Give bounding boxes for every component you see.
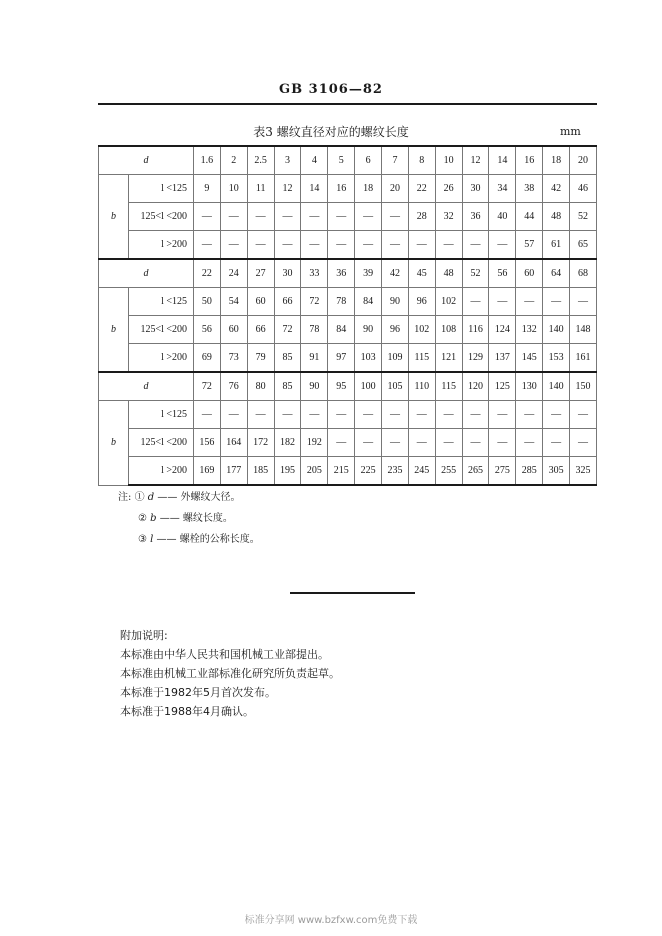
b-value-cell: 78 bbox=[301, 316, 328, 344]
note-2 bbox=[118, 510, 260, 531]
b-value-cell: 61 bbox=[543, 231, 570, 260]
d-value-cell: 2 bbox=[220, 146, 247, 175]
d-value-cell: 24 bbox=[220, 259, 247, 288]
d-row bbox=[99, 372, 597, 401]
b-row bbox=[99, 175, 597, 203]
length-range-label: 125<l <200 bbox=[129, 203, 194, 231]
b-value-cell: 72 bbox=[274, 316, 301, 344]
standard-code: GB 3106—82 bbox=[279, 82, 383, 97]
b-value-cell: 14 bbox=[301, 175, 328, 203]
b-value-cell: 169 bbox=[194, 457, 221, 486]
b-value-cell: — bbox=[220, 231, 247, 260]
b-value-cell: 85 bbox=[274, 344, 301, 373]
b-value-cell: — bbox=[328, 401, 355, 429]
b-value-cell: 103 bbox=[355, 344, 382, 373]
note-text: —— 螺纹长度。 bbox=[159, 513, 233, 524]
b-value-cell: — bbox=[328, 429, 355, 457]
b-row bbox=[99, 203, 597, 231]
notes bbox=[118, 489, 260, 552]
b-value-cell: 38 bbox=[516, 175, 543, 203]
b-value-cell: — bbox=[408, 401, 435, 429]
b-value-cell: 102 bbox=[435, 288, 462, 316]
b-value-cell: 156 bbox=[194, 429, 221, 457]
b-value-cell: — bbox=[408, 231, 435, 260]
d-value-cell: 130 bbox=[516, 372, 543, 401]
b-value-cell: — bbox=[382, 203, 409, 231]
b-value-cell: 192 bbox=[301, 429, 328, 457]
length-range-label: l <125 bbox=[129, 288, 194, 316]
b-row bbox=[99, 316, 597, 344]
d-value-cell: 115 bbox=[435, 372, 462, 401]
b-value-cell: — bbox=[194, 203, 221, 231]
notes-prefix: 注: bbox=[118, 492, 132, 503]
b-value-cell: — bbox=[489, 429, 516, 457]
b-value-cell: 177 bbox=[220, 457, 247, 486]
b-value-cell: 96 bbox=[382, 316, 409, 344]
footer-watermark: 标准分享网 www.bzfxw.com免费下载 bbox=[244, 915, 418, 926]
addendum-line: 本标准由中华人民共和国机械工业部提出。 bbox=[120, 648, 329, 661]
b-value-cell: 102 bbox=[408, 316, 435, 344]
b-value-cell: — bbox=[274, 203, 301, 231]
b-value-cell: — bbox=[435, 429, 462, 457]
d-value-cell: 90 bbox=[301, 372, 328, 401]
b-value-cell: — bbox=[489, 231, 516, 260]
d-value-cell: 39 bbox=[355, 259, 382, 288]
b-value-cell: 12 bbox=[274, 175, 301, 203]
b-value-cell: — bbox=[355, 203, 382, 231]
b-value-cell: — bbox=[301, 401, 328, 429]
b-value-cell: — bbox=[462, 231, 489, 260]
b-value-cell: — bbox=[301, 203, 328, 231]
b-value-cell: — bbox=[247, 231, 274, 260]
d-value-cell: 4 bbox=[301, 146, 328, 175]
length-range-label: 125<l <200 bbox=[129, 316, 194, 344]
b-row bbox=[99, 429, 597, 457]
b-value-cell: 16 bbox=[328, 175, 355, 203]
note-marker: ② bbox=[138, 513, 147, 524]
b-value-cell: 69 bbox=[194, 344, 221, 373]
b-value-cell: — bbox=[543, 288, 570, 316]
b-value-cell: 161 bbox=[570, 344, 597, 373]
note-text: —— 外螺纹大径。 bbox=[157, 492, 241, 503]
d-value-cell: 18 bbox=[543, 146, 570, 175]
b-value-cell: 54 bbox=[220, 288, 247, 316]
d-value-cell: 48 bbox=[435, 259, 462, 288]
note-marker: ③ bbox=[138, 534, 147, 545]
d-value-cell: 10 bbox=[435, 146, 462, 175]
d-value-cell: 150 bbox=[570, 372, 597, 401]
b-value-cell: 56 bbox=[194, 316, 221, 344]
b-value-cell: — bbox=[408, 429, 435, 457]
b-value-cell: 20 bbox=[382, 175, 409, 203]
b-value-cell: — bbox=[435, 401, 462, 429]
b-value-cell: 60 bbox=[247, 288, 274, 316]
b-value-cell: — bbox=[489, 401, 516, 429]
b-value-cell: 66 bbox=[274, 288, 301, 316]
b-value-cell: 57 bbox=[516, 231, 543, 260]
thread-length-table-body bbox=[99, 146, 597, 485]
b-value-cell: — bbox=[462, 288, 489, 316]
b-value-cell: — bbox=[570, 401, 597, 429]
b-value-cell: 65 bbox=[570, 231, 597, 260]
d-value-cell: 80 bbox=[247, 372, 274, 401]
b-value-cell: — bbox=[516, 401, 543, 429]
b-value-cell: — bbox=[247, 401, 274, 429]
b-value-cell: 215 bbox=[328, 457, 355, 486]
b-value-cell: 18 bbox=[355, 175, 382, 203]
d-value-cell: 125 bbox=[489, 372, 516, 401]
b-value-cell: — bbox=[382, 231, 409, 260]
d-value-cell: 105 bbox=[382, 372, 409, 401]
b-value-cell: 42 bbox=[543, 175, 570, 203]
b-value-cell: — bbox=[382, 401, 409, 429]
b-value-cell: 10 bbox=[220, 175, 247, 203]
b-value-cell: 22 bbox=[408, 175, 435, 203]
b-value-cell: 265 bbox=[462, 457, 489, 486]
b-value-cell: 48 bbox=[543, 203, 570, 231]
d-value-cell: 120 bbox=[462, 372, 489, 401]
addendum-heading: 附加说明: bbox=[120, 629, 168, 642]
d-value-cell: 64 bbox=[543, 259, 570, 288]
d-value-cell: 16 bbox=[516, 146, 543, 175]
b-value-cell: — bbox=[543, 429, 570, 457]
b-value-cell: 115 bbox=[408, 344, 435, 373]
note-symbol: d bbox=[147, 492, 155, 503]
b-value-cell: — bbox=[543, 401, 570, 429]
b-value-cell: — bbox=[516, 288, 543, 316]
header-rule bbox=[98, 103, 597, 105]
b-value-cell: — bbox=[435, 231, 462, 260]
b-value-cell: 275 bbox=[489, 457, 516, 486]
d-value-cell: 100 bbox=[355, 372, 382, 401]
b-value-cell: — bbox=[328, 231, 355, 260]
b-value-cell: 79 bbox=[247, 344, 274, 373]
length-range-label: l >200 bbox=[129, 344, 194, 373]
d-value-cell: 6 bbox=[355, 146, 382, 175]
addendum-line: 本标准于1982年5月首次发布。 bbox=[120, 686, 276, 699]
d-value-cell: 72 bbox=[194, 372, 221, 401]
d-value-cell: 30 bbox=[274, 259, 301, 288]
b-value-cell: 72 bbox=[301, 288, 328, 316]
b-value-cell: 137 bbox=[489, 344, 516, 373]
d-value-cell: 140 bbox=[543, 372, 570, 401]
b-value-cell: 30 bbox=[462, 175, 489, 203]
b-value-cell: 46 bbox=[570, 175, 597, 203]
section-divider bbox=[290, 592, 415, 594]
b-value-cell: 235 bbox=[382, 457, 409, 486]
d-value-cell: 110 bbox=[408, 372, 435, 401]
length-range-label: 125<l <200 bbox=[129, 429, 194, 457]
b-value-cell: 225 bbox=[355, 457, 382, 486]
d-row bbox=[99, 146, 597, 175]
b-value-cell: 205 bbox=[301, 457, 328, 486]
d-value-cell: 8 bbox=[408, 146, 435, 175]
b-value-cell: — bbox=[247, 203, 274, 231]
b-label: b bbox=[99, 288, 129, 373]
note-text: —— 螺栓的公称长度。 bbox=[156, 534, 260, 545]
d-value-cell: 95 bbox=[328, 372, 355, 401]
b-value-cell: — bbox=[194, 401, 221, 429]
b-value-cell: 124 bbox=[489, 316, 516, 344]
b-value-cell: 52 bbox=[570, 203, 597, 231]
b-value-cell: 148 bbox=[570, 316, 597, 344]
length-range-label: l <125 bbox=[129, 401, 194, 429]
b-value-cell: — bbox=[274, 401, 301, 429]
b-value-cell: — bbox=[355, 231, 382, 260]
b-value-cell: 116 bbox=[462, 316, 489, 344]
d-label: d bbox=[99, 259, 194, 288]
d-value-cell: 27 bbox=[247, 259, 274, 288]
b-value-cell: 66 bbox=[247, 316, 274, 344]
d-value-cell: 68 bbox=[570, 259, 597, 288]
d-value-cell: 33 bbox=[301, 259, 328, 288]
d-label: d bbox=[99, 146, 194, 175]
b-value-cell: 129 bbox=[462, 344, 489, 373]
b-value-cell: 96 bbox=[408, 288, 435, 316]
b-value-cell: — bbox=[516, 429, 543, 457]
b-value-cell: 109 bbox=[382, 344, 409, 373]
d-value-cell: 56 bbox=[489, 259, 516, 288]
thread-length-table bbox=[98, 145, 597, 486]
b-value-cell: 153 bbox=[543, 344, 570, 373]
d-value-cell: 36 bbox=[328, 259, 355, 288]
b-value-cell: 90 bbox=[382, 288, 409, 316]
b-row bbox=[99, 344, 597, 373]
d-value-cell: 85 bbox=[274, 372, 301, 401]
b-value-cell: 40 bbox=[489, 203, 516, 231]
d-value-cell: 76 bbox=[220, 372, 247, 401]
d-row bbox=[99, 259, 597, 288]
table-unit: mm bbox=[560, 125, 581, 138]
table-title: 表3 螺纹直径对应的螺纹长度 bbox=[253, 125, 409, 139]
b-value-cell: 195 bbox=[274, 457, 301, 486]
d-value-cell: 1.6 bbox=[194, 146, 221, 175]
length-range-label: l <125 bbox=[129, 175, 194, 203]
b-value-cell: — bbox=[382, 429, 409, 457]
b-value-cell: 90 bbox=[355, 316, 382, 344]
b-row bbox=[99, 457, 597, 486]
b-value-cell: 36 bbox=[462, 203, 489, 231]
d-label: d bbox=[99, 372, 194, 401]
b-value-cell: — bbox=[570, 288, 597, 316]
b-value-cell: — bbox=[462, 401, 489, 429]
b-value-cell: 84 bbox=[328, 316, 355, 344]
b-value-cell: 145 bbox=[516, 344, 543, 373]
d-value-cell: 22 bbox=[194, 259, 221, 288]
b-value-cell: 132 bbox=[516, 316, 543, 344]
b-value-cell: 91 bbox=[301, 344, 328, 373]
b-value-cell: 245 bbox=[408, 457, 435, 486]
d-value-cell: 2.5 bbox=[247, 146, 274, 175]
b-value-cell: 285 bbox=[516, 457, 543, 486]
b-value-cell: 185 bbox=[247, 457, 274, 486]
b-value-cell: 44 bbox=[516, 203, 543, 231]
b-value-cell: 26 bbox=[435, 175, 462, 203]
d-value-cell: 7 bbox=[382, 146, 409, 175]
b-value-cell: — bbox=[489, 288, 516, 316]
b-value-cell: 140 bbox=[543, 316, 570, 344]
d-value-cell: 5 bbox=[328, 146, 355, 175]
d-value-cell: 45 bbox=[408, 259, 435, 288]
d-value-cell: 20 bbox=[570, 146, 597, 175]
b-value-cell: 172 bbox=[247, 429, 274, 457]
b-value-cell: 11 bbox=[247, 175, 274, 203]
addendum bbox=[120, 627, 340, 722]
b-value-cell: — bbox=[462, 429, 489, 457]
b-value-cell: — bbox=[355, 401, 382, 429]
b-value-cell: 9 bbox=[194, 175, 221, 203]
b-row bbox=[99, 288, 597, 316]
b-value-cell: 84 bbox=[355, 288, 382, 316]
b-value-cell: 121 bbox=[435, 344, 462, 373]
b-value-cell: — bbox=[301, 231, 328, 260]
b-value-cell: — bbox=[355, 429, 382, 457]
d-value-cell: 14 bbox=[489, 146, 516, 175]
b-value-cell: — bbox=[194, 231, 221, 260]
length-range-label: l >200 bbox=[129, 457, 194, 486]
b-label: b bbox=[99, 175, 129, 260]
b-value-cell: 73 bbox=[220, 344, 247, 373]
b-row bbox=[99, 231, 597, 260]
note-symbol: l bbox=[150, 534, 154, 545]
note-1 bbox=[118, 489, 260, 510]
b-value-cell: 164 bbox=[220, 429, 247, 457]
b-value-cell: 305 bbox=[543, 457, 570, 486]
note-marker: ① bbox=[134, 492, 145, 503]
b-value-cell: — bbox=[570, 429, 597, 457]
b-value-cell: 255 bbox=[435, 457, 462, 486]
addendum-line: 本标准于1988年4月确认。 bbox=[120, 705, 254, 718]
d-value-cell: 42 bbox=[382, 259, 409, 288]
b-value-cell: 78 bbox=[328, 288, 355, 316]
b-value-cell: 108 bbox=[435, 316, 462, 344]
d-value-cell: 52 bbox=[462, 259, 489, 288]
b-value-cell: 60 bbox=[220, 316, 247, 344]
note-symbol: b bbox=[150, 513, 157, 524]
b-value-cell: — bbox=[220, 401, 247, 429]
b-row bbox=[99, 401, 597, 429]
b-value-cell: — bbox=[274, 231, 301, 260]
b-label: b bbox=[99, 401, 129, 486]
addendum-line: 本标准由机械工业部标准化研究所负责起草。 bbox=[120, 667, 340, 680]
b-value-cell: 182 bbox=[274, 429, 301, 457]
b-value-cell: 50 bbox=[194, 288, 221, 316]
d-value-cell: 3 bbox=[274, 146, 301, 175]
b-value-cell: — bbox=[328, 203, 355, 231]
d-value-cell: 12 bbox=[462, 146, 489, 175]
d-value-cell: 60 bbox=[516, 259, 543, 288]
b-value-cell: 32 bbox=[435, 203, 462, 231]
note-3 bbox=[118, 531, 260, 552]
b-value-cell: 34 bbox=[489, 175, 516, 203]
b-value-cell: 325 bbox=[570, 457, 597, 486]
b-value-cell: 28 bbox=[408, 203, 435, 231]
length-range-label: l >200 bbox=[129, 231, 194, 260]
b-value-cell: — bbox=[220, 203, 247, 231]
b-value-cell: 97 bbox=[328, 344, 355, 373]
